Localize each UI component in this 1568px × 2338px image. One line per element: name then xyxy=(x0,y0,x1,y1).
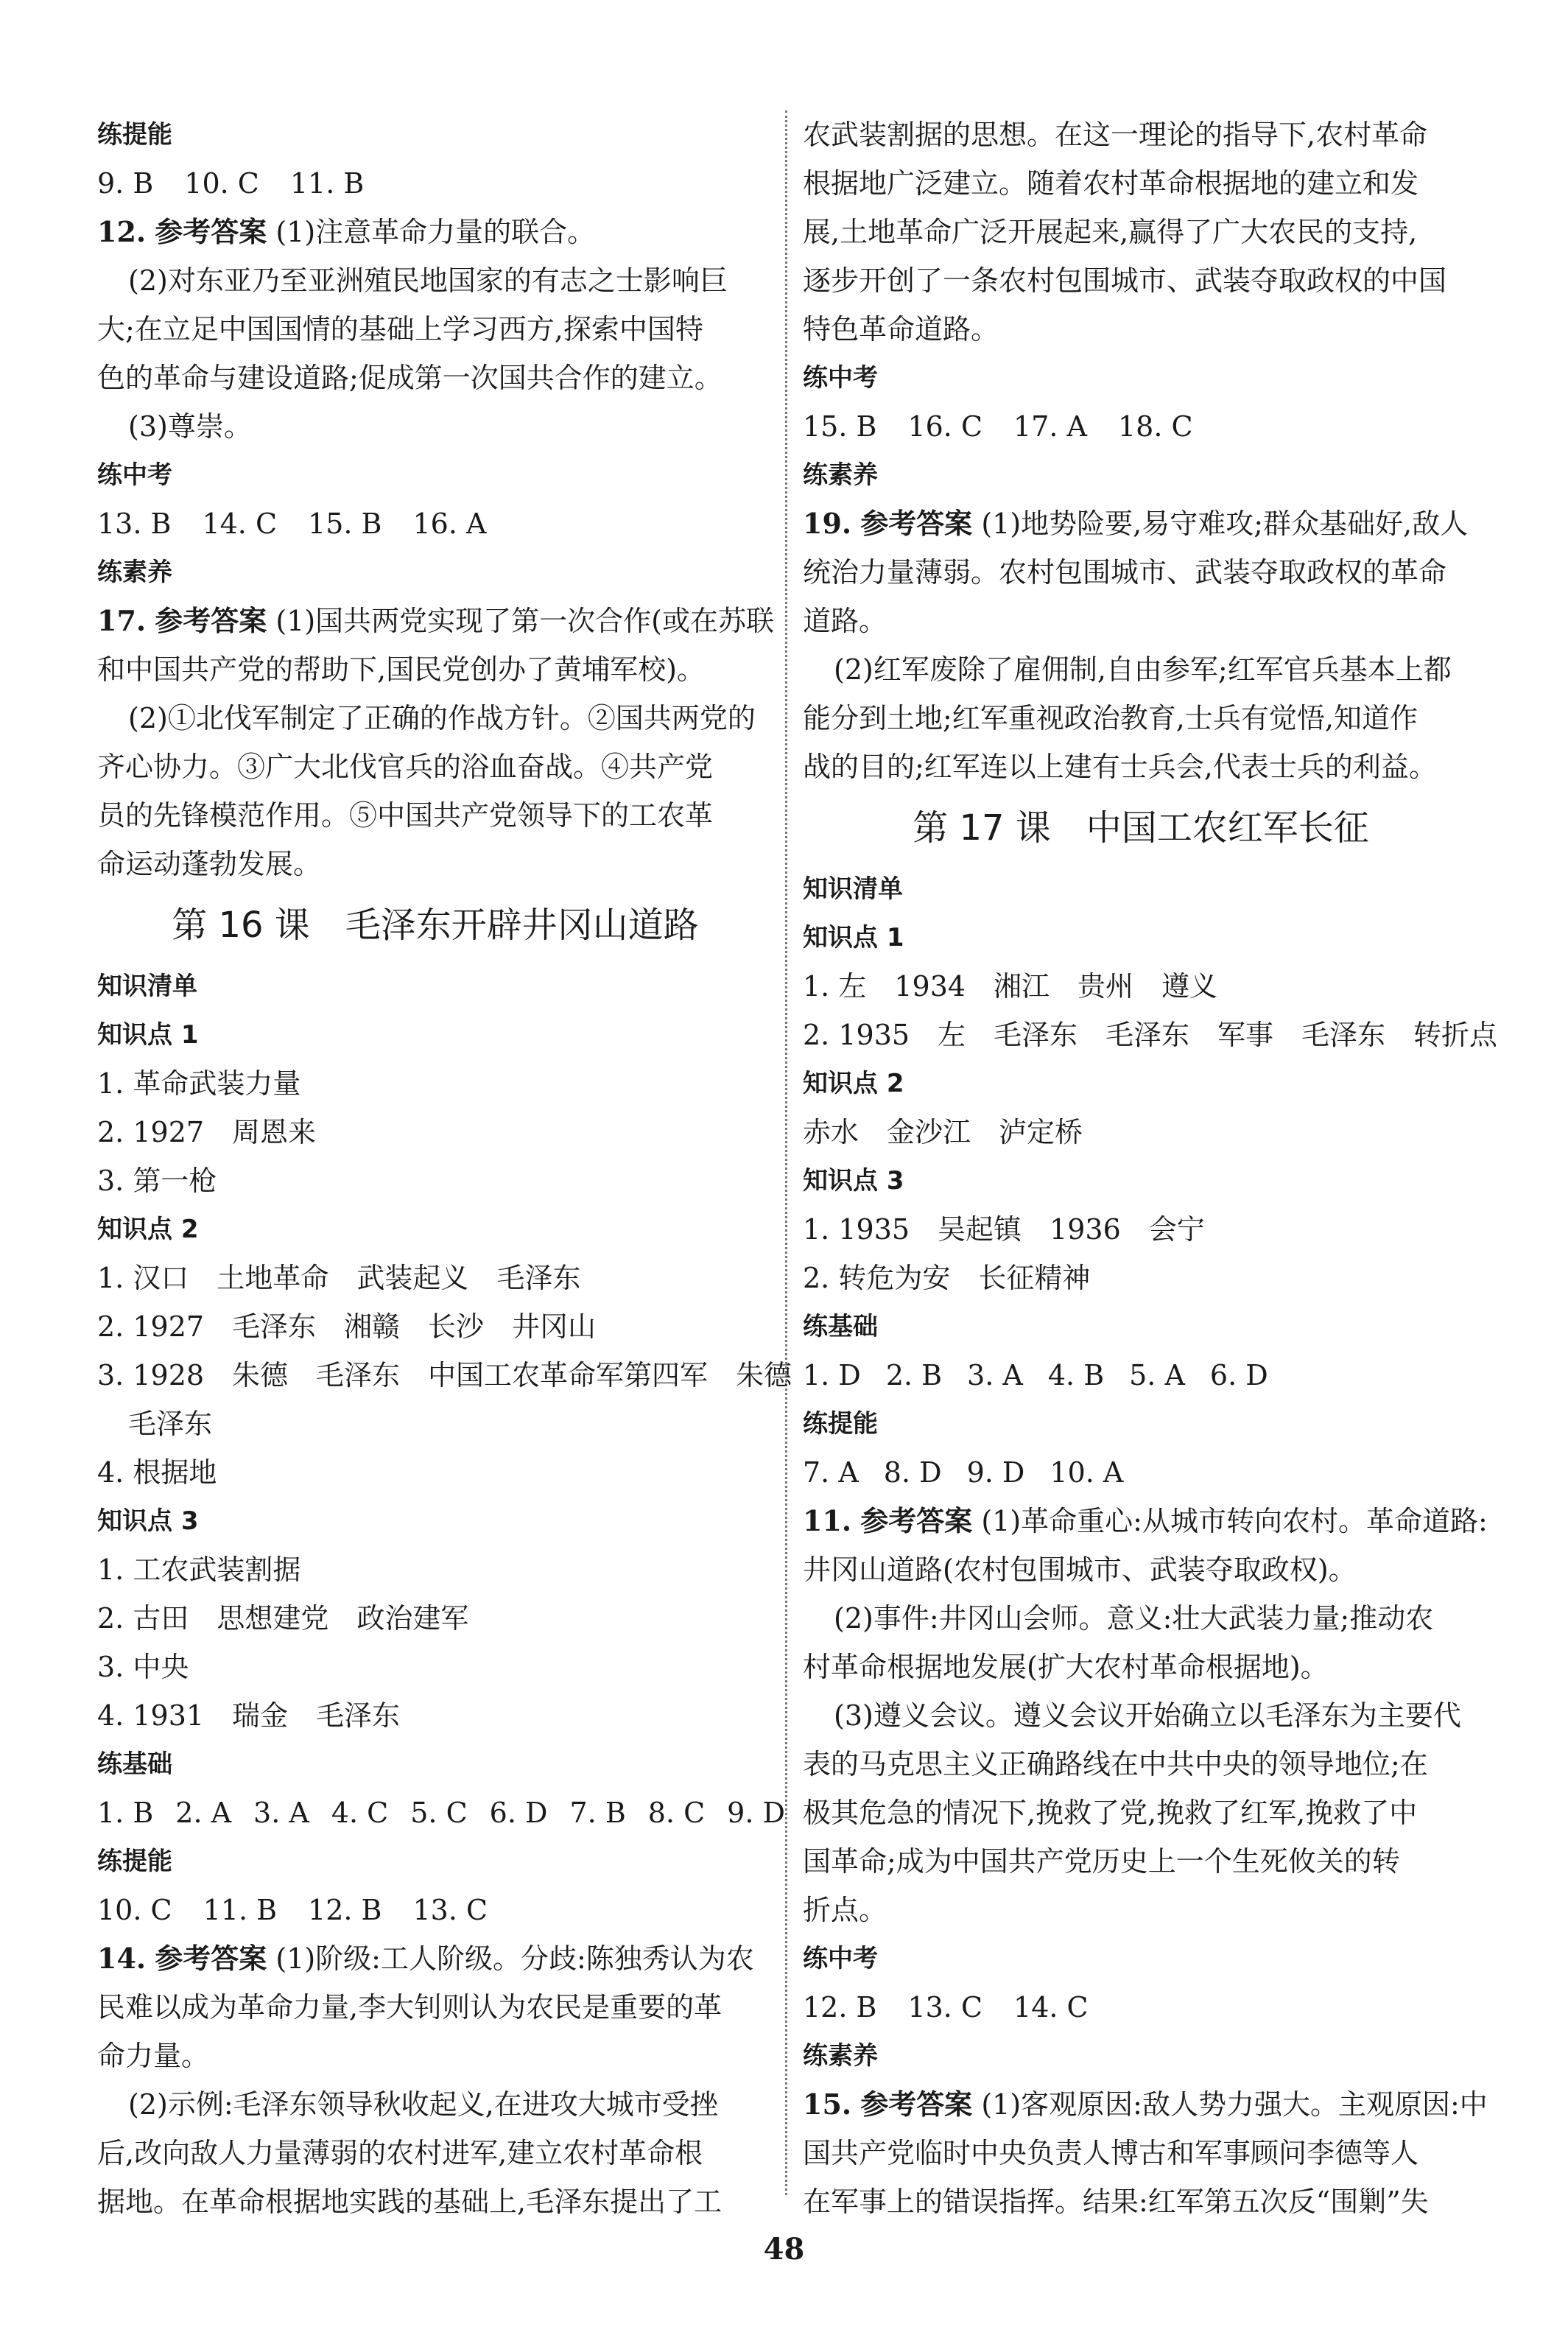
answer: 9. B xyxy=(97,167,154,200)
answer: 11. B xyxy=(203,1894,278,1926)
answer: 1. B xyxy=(97,1797,154,1829)
answer-row xyxy=(803,402,1479,451)
list-item: 赤水 金沙江 泸定桥 xyxy=(803,1116,1083,1148)
answer-row xyxy=(803,1351,1479,1400)
answer: 3. A xyxy=(967,1359,1023,1391)
answer: 12. B xyxy=(308,1894,382,1926)
answer: 2. B xyxy=(885,1359,943,1391)
page-number: 48 xyxy=(763,2232,805,2267)
answer-text: (2)对东亚乃至亚洲殖民地国家的有志之士影响巨 xyxy=(128,264,728,297)
answer-text: 战的目的;红军连以上建有士兵会,代表士兵的利益。 xyxy=(803,751,1437,783)
answer: 13. B xyxy=(97,508,172,540)
answer-row xyxy=(97,159,773,208)
answer: 16. A xyxy=(412,508,487,540)
answer-text: 据地。在革命根据地实践的基础上,毛泽东提出了工 xyxy=(97,2186,723,2218)
answer-row xyxy=(803,1983,1479,2032)
answer-row xyxy=(97,1788,785,1837)
answer-label: 参考答案 xyxy=(860,507,973,540)
list-item: 1. 左 1934 湘江 贵州 遵义 xyxy=(803,970,1218,1003)
answer-text: 后,改向敌人力量薄弱的农村进军,建立农村革命根 xyxy=(97,2137,703,2169)
answer-text: 民难以成为革命力量,李大钊则认为农民是重要的革 xyxy=(97,1991,723,2023)
answer: 3. A xyxy=(253,1797,309,1829)
answer: 2. A xyxy=(175,1797,232,1829)
answer: 13. C xyxy=(907,1991,983,2023)
list-item: 2. 1927 毛泽东 湘赣 长沙 井冈山 xyxy=(97,1310,597,1343)
question-number: 11. xyxy=(803,1504,852,1537)
answer: 4. C xyxy=(331,1797,389,1829)
answer: 10. A xyxy=(1050,1456,1124,1489)
list-item: 2. 转危为安 长征精神 xyxy=(803,1262,1091,1294)
question-17 xyxy=(97,597,773,645)
knowledge-point-heading: 知识点 2 xyxy=(97,1215,199,1244)
section-heading: 知识清单 xyxy=(97,972,197,1001)
answer-text: (3)尊崇。 xyxy=(128,410,252,443)
answer: 18. C xyxy=(1118,410,1193,443)
section-heading: 练基础 xyxy=(803,1312,878,1341)
knowledge-point-heading: 知识点 1 xyxy=(803,923,904,952)
lesson-16-title: 第 16 课 毛泽东开辟井冈山道路 xyxy=(172,905,699,946)
answer-text: 国共产党临时中央负责人博古和军事顾问李德等人 xyxy=(803,2137,1419,2169)
section-heading: 知识清单 xyxy=(803,874,903,904)
answer-text: 国革命;成为中国共产党历史上一个生死攸关的转 xyxy=(803,1845,1400,1878)
answer-row xyxy=(97,1886,773,1934)
answer: 14. C xyxy=(1013,1991,1089,2023)
answer-text: 根据地广泛建立。随着农村革命根据地的建立和发 xyxy=(803,167,1419,200)
section-heading: 练素养 xyxy=(97,558,172,587)
list-item: 2. 1935 左 毛泽东 毛泽东 军事 毛泽东 转折点 xyxy=(803,1019,1498,1051)
question-11 xyxy=(803,1497,1488,1545)
answer: 16. C xyxy=(907,410,983,443)
left-column xyxy=(97,110,792,2226)
answer-text: (3)遵义会议。遵义会议开始确立以毛泽东为主要代 xyxy=(834,1699,1461,1732)
answer-text: 村革命根据地发展(扩大农村革命根据地)。 xyxy=(803,1651,1329,1683)
answer: 9. D xyxy=(966,1456,1025,1489)
section-heading: 练提能 xyxy=(97,120,172,150)
knowledge-point-heading: 知识点 2 xyxy=(803,1069,904,1098)
answer-text: 齐心协力。③广大北伐官兵的浴血奋战。④共产党 xyxy=(97,751,714,783)
answer-text: 员的先锋模范作用。⑤中国共产党领导下的工农革 xyxy=(97,799,714,832)
question-15 xyxy=(803,2080,1488,2129)
section-heading: 练中考 xyxy=(803,363,878,393)
list-item: 1. 汉口 土地革命 武装起义 毛泽东 xyxy=(97,1262,581,1294)
answer-text: (1)注意革命力量的联合。 xyxy=(275,216,596,248)
section-heading: 练提能 xyxy=(97,1847,172,1876)
answer-text: (2)红军废除了雇佣制,自由参军;红军官兵基本上都 xyxy=(834,653,1452,686)
answer-label: 参考答案 xyxy=(860,1504,973,1537)
section-heading: 练素养 xyxy=(803,2041,878,2071)
right-column xyxy=(803,110,1498,2226)
answer-text: (2)①北伐军制定了正确的作战方针。②国共两党的 xyxy=(128,702,756,734)
question-number: 17. xyxy=(97,604,147,637)
list-item: 3. 1928 朱德 毛泽东 中国工农革命军第四军 朱德 xyxy=(97,1359,792,1391)
answer-text: 色的革命与建设道路;促成第一次国共合作的建立。 xyxy=(97,362,723,394)
answer: 4. B xyxy=(1047,1359,1105,1391)
answer: 12. B xyxy=(803,1991,877,2023)
answer-text: 特色革命道路。 xyxy=(803,313,999,345)
answer: 9. D xyxy=(727,1797,785,1829)
list-item: 1. 革命武装力量 xyxy=(97,1067,301,1100)
answer: 11. B xyxy=(289,167,365,200)
list-item: 2. 1927 周恩来 xyxy=(97,1116,317,1148)
question-19 xyxy=(803,499,1479,548)
answer: 5. A xyxy=(1129,1359,1185,1391)
answer-label: 参考答案 xyxy=(155,604,267,637)
question-number: 19. xyxy=(803,507,852,540)
list-item: 4. 1931 瑞金 毛泽东 xyxy=(97,1699,401,1732)
knowledge-point-heading: 知识点 3 xyxy=(803,1166,904,1196)
answer-text: 命运动蓬勃发展。 xyxy=(97,848,322,880)
list-item: 3. 第一枪 xyxy=(97,1165,217,1197)
answer: 17. A xyxy=(1013,410,1087,443)
knowledge-point-heading: 知识点 1 xyxy=(97,1020,199,1050)
list-item: 1. 工农武装割据 xyxy=(97,1554,301,1586)
answer-text: 和中国共产党的帮助下,国民党创办了黄埔军校)。 xyxy=(97,653,705,686)
section-heading: 练素养 xyxy=(803,460,878,490)
answer-text: 农武装割据的思想。在这一理论的指导下,农村革命 xyxy=(803,119,1428,151)
section-heading: 练提能 xyxy=(803,1409,878,1439)
answer-text: 展,土地革命广泛开展起来,赢得了广大农民的支持, xyxy=(803,216,1418,248)
answer-label: 参考答案 xyxy=(155,1942,267,1975)
answer-text: (2)示例:毛泽东领导秋收起义,在进攻大城市受挫 xyxy=(128,2088,718,2121)
answer-text: 逐步开创了一条农村包围城市、武装夺取政权的中国 xyxy=(803,264,1447,297)
answer-text: (1)阶级:工人阶级。分歧:陈独秀认为农 xyxy=(275,1942,754,1975)
section-heading: 练基础 xyxy=(97,1749,172,1779)
question-number: 15. xyxy=(803,2088,852,2121)
question-number: 14. xyxy=(97,1942,147,1975)
answer: 10. C xyxy=(97,1894,172,1926)
answer-text: 统治力量薄弱。农村包围城市、武装夺取政权的革命 xyxy=(803,556,1447,589)
answer-label: 参考答案 xyxy=(155,215,267,248)
answer: 15. B xyxy=(308,508,382,540)
answer-text: 大;在立足中国国情的基础上学习西方,探索中国特 xyxy=(97,313,703,345)
answer-row xyxy=(97,499,773,548)
answer: 14. C xyxy=(202,508,278,540)
answer-text: 折点。 xyxy=(803,1894,887,1926)
answer: 10. C xyxy=(184,167,259,200)
answer: 7. A xyxy=(803,1456,859,1489)
answer: 8. C xyxy=(647,1797,706,1829)
section-heading: 练中考 xyxy=(97,460,172,490)
answer-text: (1)革命重心:从城市转向农村。革命道路: xyxy=(981,1505,1488,1537)
lesson-17-title: 第 17 课 中国工农红军长征 xyxy=(913,807,1369,849)
answer: 1. D xyxy=(803,1359,861,1391)
question-14 xyxy=(97,1934,773,1983)
answer-text: (1)客观原因:敌人势力强大。主观原因:中 xyxy=(981,2088,1488,2121)
answer-text: 在军事上的错误指挥。结果:红军第五次反“围剿”失 xyxy=(803,2186,1429,2218)
answer-text: (1)地势险要,易守难攻;群众基础好,敌人 xyxy=(981,508,1469,540)
answer: 8. D xyxy=(883,1456,942,1489)
section-heading: 练中考 xyxy=(803,1944,878,1973)
answer: 5. C xyxy=(410,1797,468,1829)
list-item: 3. 中央 xyxy=(97,1651,189,1683)
answer-text: 命力量。 xyxy=(97,2040,210,2072)
answer: 13. C xyxy=(412,1894,488,1926)
answer-row xyxy=(803,1448,1479,1497)
column-divider xyxy=(785,110,787,2195)
answer-text: 极其危急的情况下,挽救了党,挽救了红军,挽救了中 xyxy=(803,1797,1418,1829)
list-item: 1. 1935 吴起镇 1936 会宁 xyxy=(803,1213,1205,1246)
question-number: 12. xyxy=(97,215,147,248)
answer: 6. D xyxy=(489,1797,548,1829)
answer-text: 道路。 xyxy=(803,605,887,637)
answer-text: (2)事件:井冈山会师。意义:壮大武装力量;推动农 xyxy=(834,1602,1434,1635)
question-12 xyxy=(97,208,773,256)
answer: 15. B xyxy=(803,410,877,443)
list-item: 4. 根据地 xyxy=(97,1456,217,1489)
knowledge-point-heading: 知识点 3 xyxy=(97,1506,199,1536)
answer-label: 参考答案 xyxy=(860,2088,973,2121)
list-item: 2. 古田 思想建党 政治建军 xyxy=(97,1602,469,1635)
answer: 7. B xyxy=(569,1797,626,1829)
answer-text: 井冈山道路(农村包围城市、武装夺取政权)。 xyxy=(803,1554,1357,1586)
answer-text: 表的马克思主义正确路线在中共中央的领导地位;在 xyxy=(803,1748,1428,1780)
answer: 6. D xyxy=(1209,1359,1268,1391)
answer-text: (1)国共两党实现了第一次合作(或在苏联 xyxy=(275,605,774,637)
answer-text: 能分到土地;红军重视政治教育,士兵有觉悟,知道作 xyxy=(803,702,1418,734)
list-item: 毛泽东 xyxy=(128,1408,213,1440)
